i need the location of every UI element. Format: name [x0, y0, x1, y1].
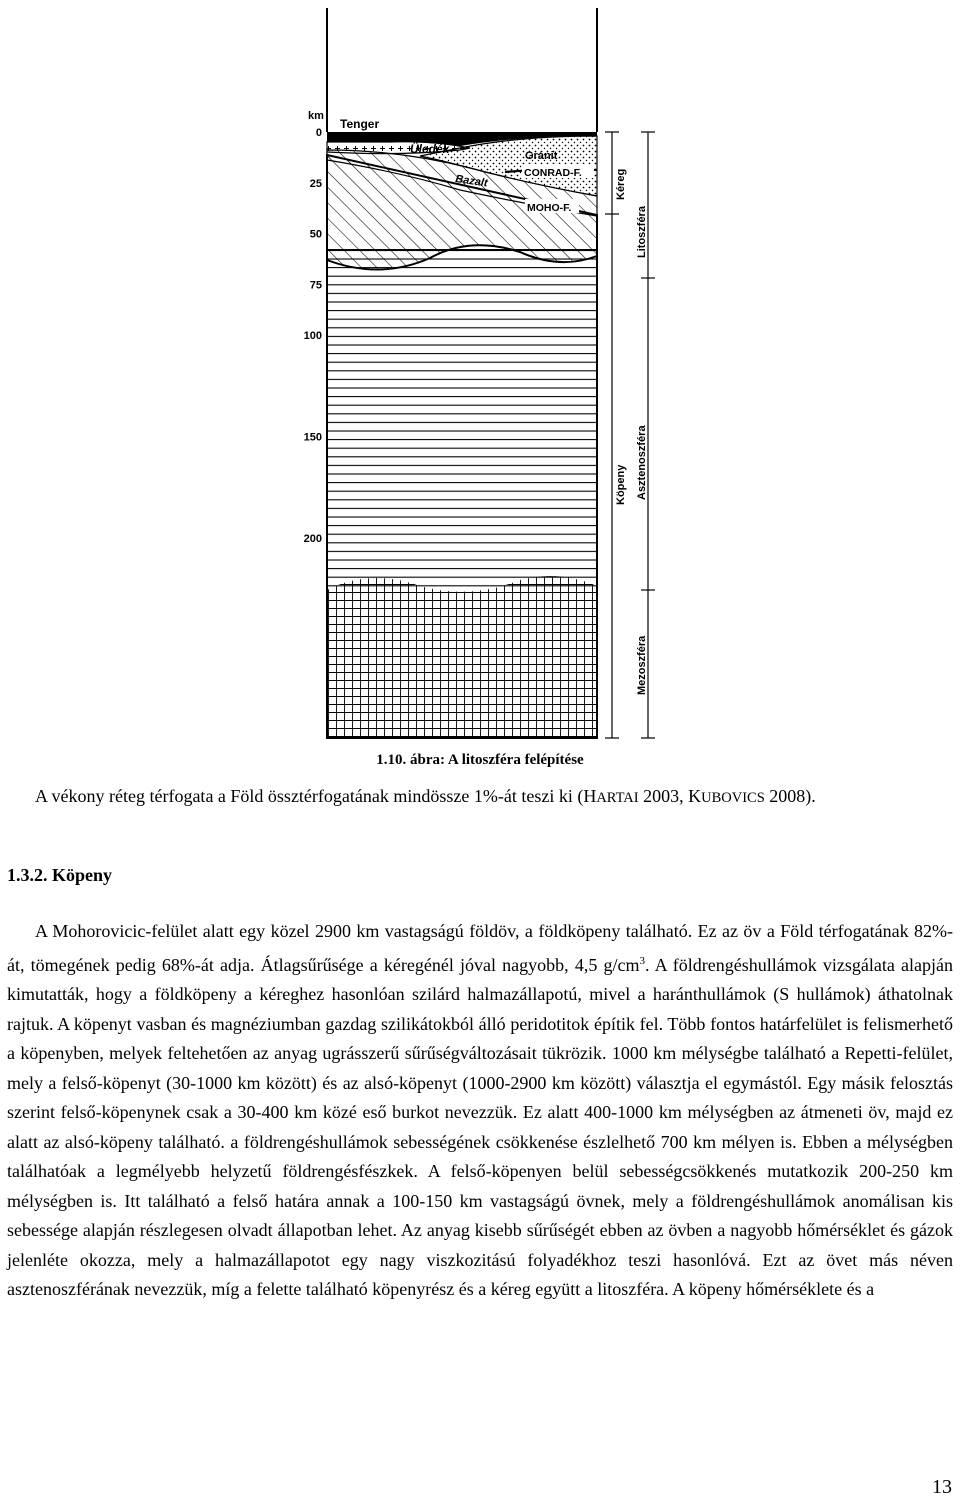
section-heading: 1.3.2. Köpeny — [7, 865, 113, 885]
depth-tick-label: 0 — [315, 127, 322, 139]
lithosphere-label: Litoszféra — [636, 206, 648, 258]
depth-tick-label: 200 — [303, 533, 322, 545]
sediment-label: Üledék — [410, 142, 450, 156]
mesosphere-label: Mezoszféra — [636, 635, 648, 695]
depth-tick-label: 50 — [309, 228, 322, 241]
page-number: 13 — [932, 1476, 952, 1498]
depth-tick-label: 150 — [303, 431, 322, 444]
body-paragraph: A Mohorovicic-felület alatt egy közel 2900 km vastagságú földöv, a földköpeny található. Ez az öv a Föld térfogatának 82%-át, tömegének pedig 68%-át adja. Átlagsűrűsége a kéregénél jóval nagyobb, 4,5 $g/cm^3$. A földrengéshullámok vizsgálata alapján kimutatták, hogy a földköpeny a kéreghez hasonlóan szilárd halmazállapotú, mivel a haránthullámok (S hullámok) áthatolnak rajtuk. A köpenyt vasban és magnéziumban gazdag szilikátokból álló peridotitok építik fel. Több fontos határfelület is felismerhető a köpenyben, melyek feltehetően az anyag ugrásszerű sűrűségváltozásait tükrözik. 1000 km mélységbe található a Repetti-felület, mely a felső-köpenyt (30-1000 km között) és az alsó-köpenyt (1000-2900 km között) választja el egymástól. Egy másik felosztás szerint felső-köpenynek csak a 30-400 km közé eső burkot nevezzük. Ez alatt 400-1000 km mélységben az átmeneti öv, majd ez alatt az alsó-köpeny található. a földrengéshullámok sebességének csökkenése észlelhető 700 km mélyen is. Ebben a mélységben találhatóak a legmélyebb helyzetű földrengésfészkek. A felső-köpenyen belül sebességcsökkenés mutatkozik 200-250 km mélységben is. Itt található a felső határa annak a 100-150 km vastagságú övnek, mely a földrengéshullámok anomálisan kis sebessége alapján részlegesen olvadt állapotban lehet. Az anyag kisebb sűrűségét ebben az övben a nagyobb hőmérséklet és gázok jelenléte okozza, mely a halmazállapotot egy nagy viszkozitású folyadékhoz teszi hasonlóvá. Ezt az övet más néven asztenoszférának nevezzük, míg a felette található köpenyrész és a kéreg együtt a litoszféra. A köpeny hőmérséklete és a — [7, 921, 953, 1299]
depth-axis — [304, 110, 324, 545]
asthenosphere-label: Asztenoszféra — [636, 425, 648, 500]
figure-caption: 1.10. ábra: A litoszféra felépítése — [376, 752, 584, 768]
depth-unit-label: km — [308, 110, 324, 122]
asthenosphere-layer — [327, 250, 597, 590]
conrad-label: CONRAD-F. — [524, 167, 582, 179]
sea-label: Tenger — [340, 117, 380, 131]
crust-label: Kéreg — [615, 168, 627, 200]
moho-label: MOHO-F. — [527, 202, 572, 214]
intro-paragraph: A vékony réteg térfogata a Föld össztérfogatának mindössze 1%-át teszi ki (HARTAI 2003, KUBOVICS 2008). — [35, 786, 816, 806]
mantle-label: Köpeny — [615, 464, 627, 505]
lithosphere-diagram — [0, 0, 960, 750]
basalt-label: Bazalt — [454, 173, 489, 190]
depth-tick-label: 25 — [309, 177, 322, 190]
depth-tick-label: 100 — [303, 330, 322, 342]
mesosphere-layer — [327, 576, 597, 738]
depth-tick-label: 75 — [309, 279, 322, 292]
granite-label: Gránit — [525, 150, 558, 162]
